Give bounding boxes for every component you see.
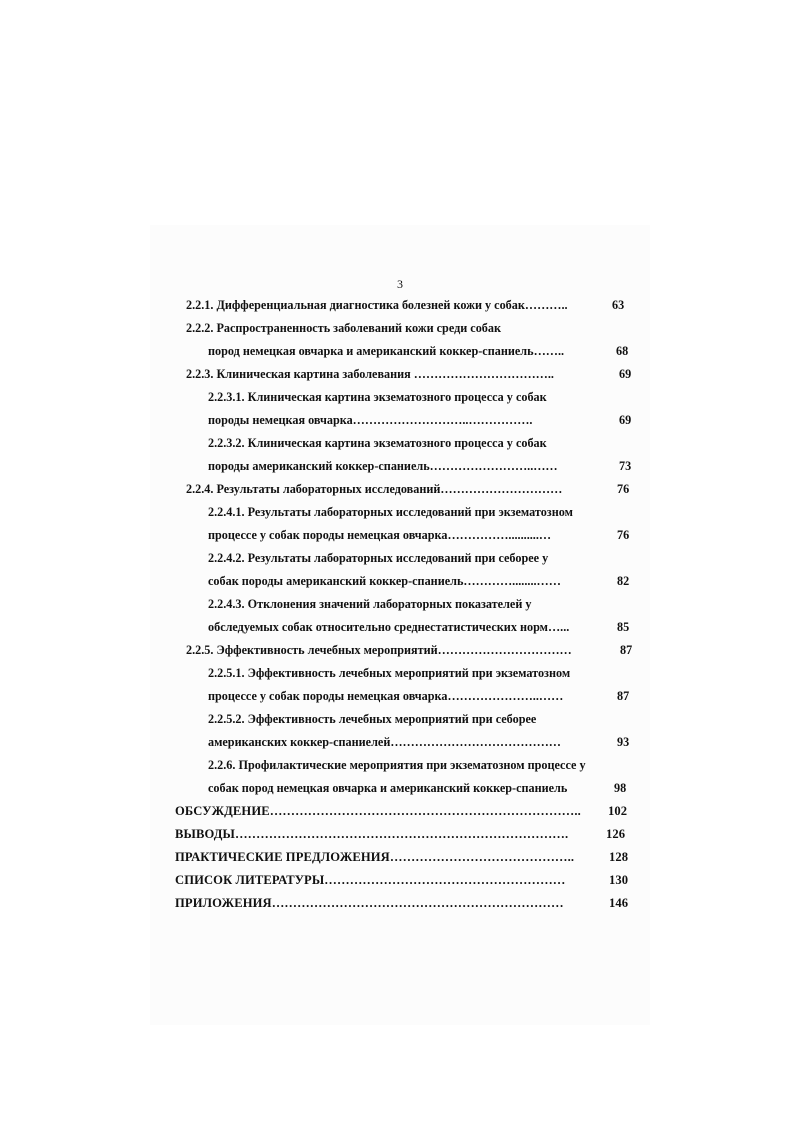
toc-entry-title: 2.2.5. Эффективность лечебных мероприятий……………………………: [186, 643, 572, 657]
toc-entry-page: 82: [617, 574, 630, 588]
toc-entry-title: 2.2.5.1. Эффективность лечебных мероприятий при экзематозном: [208, 666, 571, 680]
toc-entry-title: 2.2.3.2. Клиническая картина экзематозного процесса у собак: [208, 436, 547, 450]
toc-entry-title: породы немецкая овчарка………………………..…………….: [208, 413, 533, 427]
toc-entry-title: 2.2.4.3. Отклонения значений лабораторных показателей у: [208, 597, 532, 611]
toc-entry-title: американских коккер-спаниелей……………………………………: [208, 735, 561, 749]
toc-entry-title: процессе у собак породы немецкая овчарка…………………..……: [208, 689, 564, 703]
toc-entry-title: собак породы американский коккер-спаниель…………........……: [208, 574, 561, 588]
toc-entry-title: 2.2.6. Профилактические мероприятия при экзематозном процессе у: [208, 758, 586, 772]
toc-entry-title: 2.2.4. Результаты лабораторных исследований…………………………: [186, 482, 563, 496]
toc-entry-title: ПРИЛОЖЕНИЯ……………………………………………………………: [175, 896, 564, 910]
toc-entry-title: обследуемых собак относительно среднестатистических норм…...: [208, 620, 570, 634]
toc-entry-title: ВЫВОДЫ…………………………………………………………………….: [175, 827, 569, 841]
toc-entry-page: 69: [619, 413, 632, 427]
toc-entry-page: 68: [616, 344, 629, 358]
toc-entry-page: 128: [609, 850, 629, 864]
toc-entry-title: ПРАКТИЧЕСКИЕ ПРЕДЛОЖЕНИЯ……………………………………..: [175, 850, 575, 864]
toc-entry-title: 2.2.5.2. Эффективность лечебных мероприятий при себорее: [208, 712, 537, 726]
toc-entry-page: 130: [609, 873, 629, 887]
toc-entry-page: 87: [617, 689, 630, 703]
toc-entry-page: 126: [606, 827, 626, 841]
page-number: 3: [397, 277, 403, 291]
toc-entry-page: 69: [619, 367, 632, 381]
toc-entry-page: 76: [617, 528, 630, 542]
toc-entry-title: собак пород немецкая овчарка и американский коккер-спаниель: [208, 781, 568, 795]
toc-entry-page: 93: [617, 735, 630, 749]
toc-entry-title: процессе у собак породы немецкая овчарка……………..........…: [208, 528, 552, 542]
toc-entry-page: 85: [617, 620, 630, 634]
toc-entry-page: 63: [612, 298, 625, 312]
toc-entry-page: 102: [608, 804, 628, 818]
toc-entry-title: 2.2.1. Дифференциальная диагностика болезней кожи у собак………..: [186, 298, 568, 312]
toc-entry-page: 73: [619, 459, 632, 473]
toc-entry-page: 98: [614, 781, 627, 795]
toc-entry-page: 76: [617, 482, 630, 496]
toc-entry-title: 2.2.2. Распространенность заболеваний кожи среди собак: [186, 321, 502, 335]
toc-entry-title: 2.2.4.1. Результаты лабораторных исследований при экзематозном: [208, 505, 573, 519]
toc-entry-title: СПИСОК ЛИТЕРАТУРЫ…………………………………………………: [175, 873, 566, 887]
toc-entry-title: пород немецкая овчарка и американский коккер-спаниель……..: [208, 344, 565, 358]
toc-entry-title: 2.2.3. Клиническая картина заболевания ……………………………..: [186, 367, 554, 381]
toc-entry-page: 87: [620, 643, 633, 657]
toc-entry-title: 2.2.4.2. Результаты лабораторных исследований при себорее у: [208, 551, 549, 565]
toc-entry-title: породы американский коккер-спаниель……………………..……: [208, 459, 558, 473]
toc-entry-title: ОБСУЖДЕНИЕ………………………………………………………………..: [175, 804, 581, 818]
toc-entry-title: 2.2.3.1. Клиническая картина экзематозного процесса у собак: [208, 390, 547, 404]
toc-entry-page: 146: [609, 896, 629, 910]
